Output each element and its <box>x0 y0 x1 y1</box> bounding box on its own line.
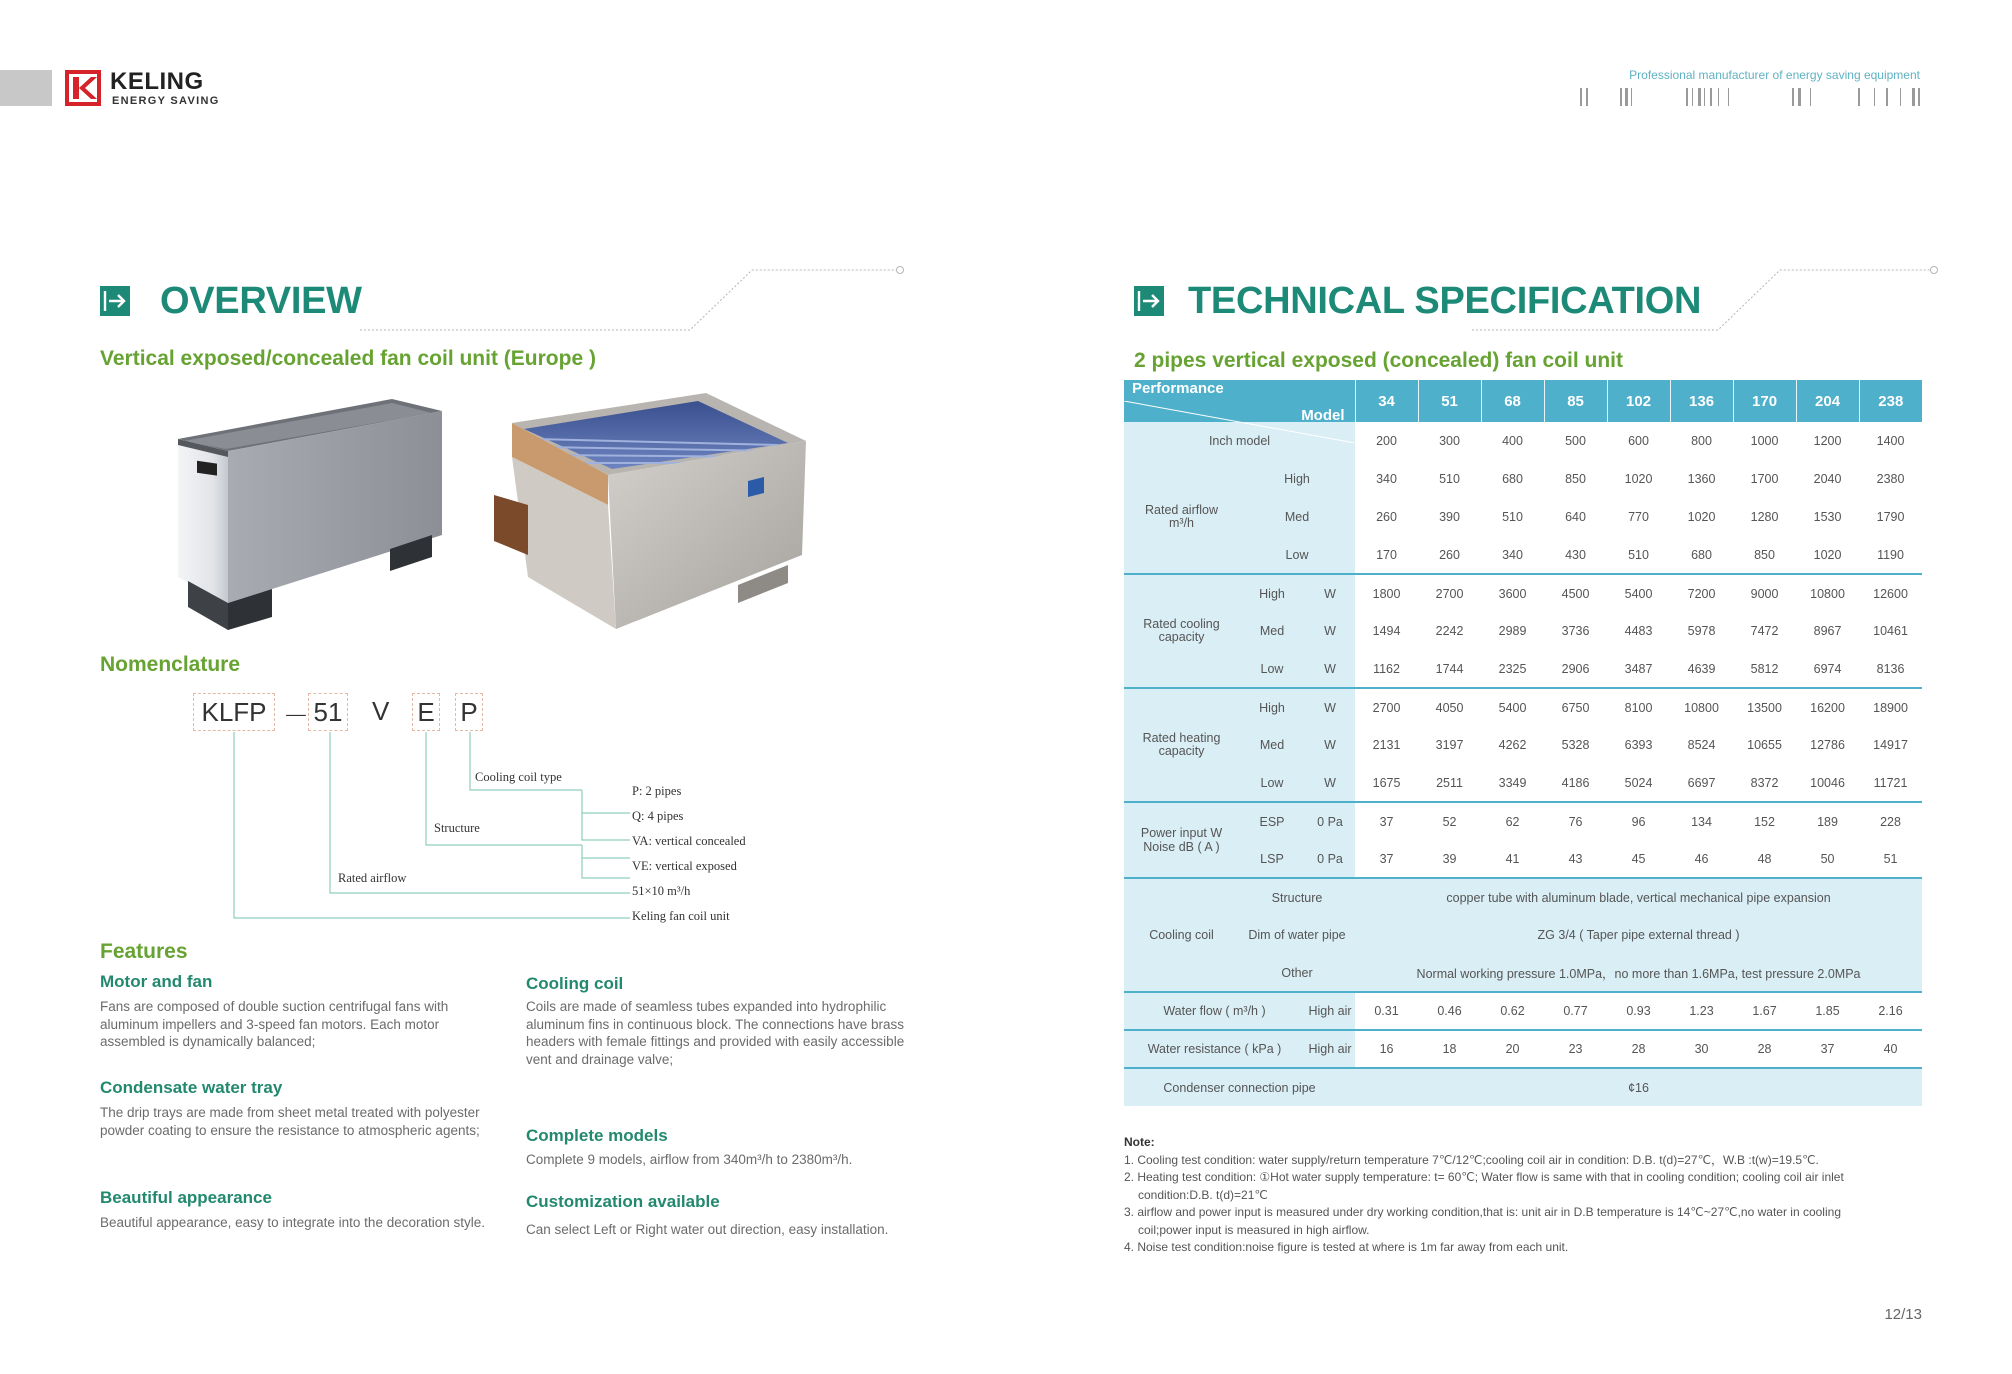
corner-model-label: Model <box>1301 407 1345 424</box>
table-cell: 300 <box>1418 422 1481 460</box>
table-cell: 0.93 <box>1607 992 1670 1030</box>
table-cell: 18 <box>1418 1030 1481 1068</box>
model-header: 238 <box>1859 380 1922 422</box>
model-header: 51 <box>1418 380 1481 422</box>
table-cell: 2989 <box>1481 612 1544 650</box>
table-cell: 1700 <box>1733 460 1796 498</box>
table-cell: 12600 <box>1859 574 1922 612</box>
table-row <box>1124 612 1922 650</box>
table-cell: 11721 <box>1859 764 1922 802</box>
table-cell: 500 <box>1544 422 1607 460</box>
meaning-keling: Keling fan coil unit <box>632 909 730 923</box>
table-cell: 340 <box>1355 460 1418 498</box>
table-cell: 48 <box>1733 840 1796 878</box>
tech-subtitle: 2 pipes vertical exposed (concealed) fan coil unit <box>1134 349 1623 372</box>
table-cell: 2380 <box>1859 460 1922 498</box>
table-cell: 228 <box>1859 802 1922 840</box>
label-structure: Structure <box>434 821 480 835</box>
note-item: coil;power input is measured in high airflow. <box>1138 1222 1370 1237</box>
note-item: 2. Heating test condition: ①Hot water supply temperature: t= 60℃; Water flow is same with that in cooling condition; cooling coil air inlet <box>1124 1170 1844 1184</box>
notes-title: Note: <box>1124 1135 1155 1149</box>
note-item: 3. airflow and power input is measured under dry working condition,that is: unit air in D.B temperature is 14℃~27℃,no water in cooling <box>1124 1205 1841 1219</box>
table-cell: 10046 <box>1796 764 1859 802</box>
model-header: 68 <box>1481 380 1544 422</box>
arrow-box-icon <box>100 286 130 316</box>
label-cooling-coil-type: Cooling coil type <box>475 770 562 784</box>
table-cell: 37 <box>1796 1030 1859 1068</box>
table-cell: 260 <box>1418 536 1481 574</box>
coil-structure-value: copper tube with aluminum blade, vertical mechanical pipe expansion <box>1355 878 1922 916</box>
table-cell: 152 <box>1733 802 1796 840</box>
table-cell: 5328 <box>1544 726 1607 764</box>
table-cell: 5400 <box>1607 574 1670 612</box>
table-cell: 6697 <box>1670 764 1733 802</box>
code-airflow-box: 51 <box>308 693 348 731</box>
level-label: Low <box>1239 650 1305 688</box>
table-cell: 2131 <box>1355 726 1418 764</box>
header-row <box>1124 380 1922 422</box>
note-item: condition:D.B. t(d)=21℃ <box>1138 1187 1268 1202</box>
sub-label: High air <box>1305 1030 1355 1068</box>
model-header: 136 <box>1670 380 1733 422</box>
table-row <box>1124 802 1922 840</box>
table-cell: 189 <box>1796 802 1859 840</box>
table-cell: 96 <box>1607 802 1670 840</box>
table-cell: 16200 <box>1796 688 1859 726</box>
brand-name: KELING <box>110 68 204 95</box>
table-cell: 1000 <box>1733 422 1796 460</box>
table-cell: 13500 <box>1733 688 1796 726</box>
table-cell: 0.62 <box>1481 992 1544 1030</box>
code-v: V <box>372 696 390 726</box>
model-header: 204 <box>1796 380 1859 422</box>
table-cell: 12786 <box>1796 726 1859 764</box>
table-row <box>1124 536 1922 574</box>
table-cell: 9000 <box>1733 574 1796 612</box>
corner-cell <box>1124 380 1355 422</box>
table-cell: 4483 <box>1607 612 1670 650</box>
table-cell: 2511 <box>1418 764 1481 802</box>
table-cell: 1.67 <box>1733 992 1796 1030</box>
row-label-water-flow: Water flow ( m³/h ) <box>1124 992 1305 1030</box>
table-cell: 5812 <box>1733 650 1796 688</box>
feature-text-models: Complete 9 models, airflow from 340m³/h to 2380m³/h. <box>526 1152 853 1167</box>
table-cell: 260 <box>1355 498 1418 536</box>
table-cell: 37 <box>1355 840 1418 878</box>
table-row <box>1124 954 1922 992</box>
corner-performance-label: Performance <box>1132 380 1224 397</box>
table-cell: 28 <box>1607 1030 1670 1068</box>
table-cell: 3349 <box>1481 764 1544 802</box>
brand-subtitle: ENERGY SAVING <box>112 95 220 107</box>
feature-heading-condensate: Condensate water tray <box>100 1078 283 1097</box>
feature-text-motor: Fans are composed of double suction centrifugal fans with aluminum impellers and 3-speed fan motors. Each motor assembled is dynamically balanced; <box>100 999 449 1049</box>
notes-block <box>1124 1134 1924 1257</box>
table-row <box>1124 726 1922 764</box>
table-cell: 3197 <box>1418 726 1481 764</box>
header-grey-strip <box>0 70 52 106</box>
table-cell: 8524 <box>1670 726 1733 764</box>
table-cell: 43 <box>1544 840 1607 878</box>
table-cell: 4050 <box>1418 688 1481 726</box>
table-cell: 1020 <box>1670 498 1733 536</box>
note-item: 1. Cooling test condition: water supply/return temperature 7℃/12℃;cooling coil air in condition: D.B. t(d)=27℃，W.B :t(w)=19.5℃. <box>1124 1152 1819 1167</box>
table-cell: 680 <box>1481 460 1544 498</box>
table-cell: 850 <box>1544 460 1607 498</box>
table-cell: 3736 <box>1544 612 1607 650</box>
unit-label: 0 Pa <box>1305 802 1355 840</box>
unit-label: W <box>1305 612 1355 650</box>
table-cell: 2.16 <box>1859 992 1922 1030</box>
feature-heading-cooling-coil: Cooling coil <box>526 974 624 993</box>
table-cell: 6974 <box>1796 650 1859 688</box>
feature-heading-motor: Motor and fan <box>100 972 213 991</box>
table-cell: 51 <box>1859 840 1922 878</box>
table-cell: 2325 <box>1481 650 1544 688</box>
table-cell: 600 <box>1607 422 1670 460</box>
table-cell: 200 <box>1355 422 1418 460</box>
table-cell: 4639 <box>1670 650 1733 688</box>
exposed-fan-coil-unit-image <box>170 385 450 635</box>
table-cell: 16 <box>1355 1030 1418 1068</box>
table-cell: 5978 <box>1670 612 1733 650</box>
table-cell: 1190 <box>1859 536 1922 574</box>
table-cell: 1.23 <box>1670 992 1733 1030</box>
coil-sub-label: Structure <box>1239 878 1355 916</box>
table-cell: 4262 <box>1481 726 1544 764</box>
table-cell: 10800 <box>1796 574 1859 612</box>
row-label-cooling-coil: Cooling coil <box>1124 878 1239 992</box>
table-cell: 45 <box>1607 840 1670 878</box>
table-cell: 1494 <box>1355 612 1418 650</box>
table-cell: 14917 <box>1859 726 1922 764</box>
code-p-box: P <box>455 693 483 731</box>
table-cell: 2906 <box>1544 650 1607 688</box>
level-label: Low <box>1239 764 1305 802</box>
table-cell: 770 <box>1607 498 1670 536</box>
level-label: LSP <box>1239 840 1305 878</box>
table-cell: 76 <box>1544 802 1607 840</box>
level-label: High <box>1239 460 1355 498</box>
table-cell: 2700 <box>1418 574 1481 612</box>
table-cell: 1790 <box>1859 498 1922 536</box>
table-cell: 28 <box>1733 1030 1796 1068</box>
table-cell: 8136 <box>1859 650 1922 688</box>
table-cell: 170 <box>1355 536 1418 574</box>
table-cell: 0.46 <box>1418 992 1481 1030</box>
table-cell: 1020 <box>1796 536 1859 574</box>
table-cell: 1020 <box>1607 460 1670 498</box>
meaning-ve: VE: vertical exposed <box>632 859 737 873</box>
feature-text-condensate: The drip trays are made from sheet metal treated with polyester powder coating to ensure the resistance to atmospheric agents; <box>100 1105 480 1138</box>
table-row <box>1124 764 1922 802</box>
table-cell: 50 <box>1796 840 1859 878</box>
table-row <box>1124 1068 1922 1106</box>
table-row <box>1124 688 1922 726</box>
table-cell: 680 <box>1670 536 1733 574</box>
table-cell: 41 <box>1481 840 1544 878</box>
table-cell: 62 <box>1481 802 1544 840</box>
table-cell: 20 <box>1481 1030 1544 1068</box>
row-label-rated-airflow: Rated airflow m³/h <box>1124 460 1239 574</box>
table-cell: 10461 <box>1859 612 1922 650</box>
table-cell: 0.31 <box>1355 992 1418 1030</box>
table-cell: 640 <box>1544 498 1607 536</box>
table-cell: 18900 <box>1859 688 1922 726</box>
table-cell: 5024 <box>1607 764 1670 802</box>
level-label: High <box>1239 688 1305 726</box>
model-header: 170 <box>1733 380 1796 422</box>
unit-label: W <box>1305 650 1355 688</box>
level-label: Low <box>1239 536 1355 574</box>
table-cell: 1200 <box>1796 422 1859 460</box>
coil-sub-label: Dim of water pipe <box>1239 916 1355 954</box>
feature-heading-appearance: Beautiful appearance <box>100 1188 272 1207</box>
nomenclature-title: Nomenclature <box>100 653 241 676</box>
table-cell: 1400 <box>1859 422 1922 460</box>
table-cell: 1360 <box>1670 460 1733 498</box>
table-cell: 3600 <box>1481 574 1544 612</box>
condenser-value: ¢16 <box>1355 1068 1922 1106</box>
nomenclature-connector-lines <box>230 730 630 920</box>
table-cell: 8967 <box>1796 612 1859 650</box>
keling-logo-icon <box>65 70 101 106</box>
level-label: High <box>1239 574 1305 612</box>
table-row <box>1124 1030 1922 1068</box>
table-cell: 1.85 <box>1796 992 1859 1030</box>
unit-label: W <box>1305 764 1355 802</box>
decorative-line <box>1472 266 1942 336</box>
features-title: Features <box>100 940 188 963</box>
overview-title: OVERVIEW <box>160 280 362 322</box>
table-cell: 8100 <box>1607 688 1670 726</box>
table-cell: 52 <box>1418 802 1481 840</box>
feature-text-customization: Can select Left or Right water out direction, easy installation. <box>526 1222 889 1237</box>
table-cell: 1530 <box>1796 498 1859 536</box>
table-cell: 400 <box>1481 422 1544 460</box>
tagline: Professional manufacturer of energy saving equipment <box>1629 68 1920 82</box>
table-cell: 510 <box>1418 460 1481 498</box>
table-cell: 1280 <box>1733 498 1796 536</box>
arrow-box-icon <box>1134 286 1164 316</box>
table-cell: 390 <box>1418 498 1481 536</box>
level-label: Med <box>1239 498 1355 536</box>
table-row <box>1124 498 1922 536</box>
meaning-p: P: 2 pipes <box>632 784 682 798</box>
model-header: 102 <box>1607 380 1670 422</box>
coil-sub-label: Other <box>1239 954 1355 992</box>
table-cell: 39 <box>1418 840 1481 878</box>
table-cell: 7200 <box>1670 574 1733 612</box>
code-prefix-box: KLFP <box>193 693 275 731</box>
row-label-rated-heating: Rated heating capacity <box>1124 688 1239 802</box>
table-cell: 1675 <box>1355 764 1418 802</box>
table-cell: 7472 <box>1733 612 1796 650</box>
level-label: Med <box>1239 612 1305 650</box>
table-row <box>1124 916 1922 954</box>
barcode-decoration <box>1580 88 1920 106</box>
feature-heading-customization: Customization available <box>526 1192 720 1211</box>
table-cell: 4500 <box>1544 574 1607 612</box>
table-cell: 430 <box>1544 536 1607 574</box>
coil-other-value: Normal working pressure 1.0MPa，no more than 1.6MPa, test pressure 2.0MPa <box>1355 954 1922 992</box>
table-cell: 510 <box>1607 536 1670 574</box>
table-row <box>1124 460 1922 498</box>
table-row <box>1124 840 1922 878</box>
table-cell: 1744 <box>1418 650 1481 688</box>
table-row <box>1124 992 1922 1030</box>
table-cell: 2040 <box>1796 460 1859 498</box>
feature-heading-models: Complete models <box>526 1126 668 1145</box>
model-header: 85 <box>1544 380 1607 422</box>
sub-label: High air <box>1305 992 1355 1030</box>
table-cell: 40 <box>1859 1030 1922 1068</box>
row-label-condenser: Condenser connection pipe <box>1124 1068 1355 1106</box>
overview-subtitle: Vertical exposed/concealed fan coil unit (Europe ) <box>100 347 596 370</box>
meaning-q: Q: 4 pipes <box>632 809 684 823</box>
level-label: Med <box>1239 726 1305 764</box>
row-label-inch-model: Inch model <box>1124 422 1355 460</box>
table-cell: 3487 <box>1607 650 1670 688</box>
table-cell: 23 <box>1544 1030 1607 1068</box>
concealed-fan-coil-unit-image <box>488 385 808 635</box>
table-row <box>1124 574 1922 612</box>
table-cell: 1800 <box>1355 574 1418 612</box>
unit-label: W <box>1305 726 1355 764</box>
feature-text-appearance: Beautiful appearance, easy to integrate into the decoration style. <box>100 1215 486 1230</box>
table-cell: 800 <box>1670 422 1733 460</box>
row-label-power-noise: Power input W Noise dB ( A ) <box>1124 802 1239 878</box>
table-cell: 2700 <box>1355 688 1418 726</box>
table-row <box>1124 650 1922 688</box>
table-cell: 8372 <box>1733 764 1796 802</box>
unit-label: W <box>1305 574 1355 612</box>
coil-pipe-value: ZG 3/4 ( Taper pipe external thread ) <box>1355 916 1922 954</box>
level-label: ESP <box>1239 802 1305 840</box>
model-header: 34 <box>1355 380 1418 422</box>
table-row <box>1124 878 1922 916</box>
unit-label: W <box>1305 688 1355 726</box>
table-cell: 340 <box>1481 536 1544 574</box>
row-label-rated-cooling: Rated cooling capacity <box>1124 574 1239 688</box>
table-cell: 30 <box>1670 1030 1733 1068</box>
page-number: 12/13 <box>1884 1306 1922 1323</box>
note-item: 4. Noise test condition:noise figure is tested at where is 1m far away from each unit. <box>1124 1240 1569 1254</box>
table-cell: 10800 <box>1670 688 1733 726</box>
table-cell: 134 <box>1670 802 1733 840</box>
table-cell: 46 <box>1670 840 1733 878</box>
code-e-box: E <box>412 693 440 731</box>
table-cell: 5400 <box>1481 688 1544 726</box>
table-cell: 6750 <box>1544 688 1607 726</box>
table-cell: 6393 <box>1607 726 1670 764</box>
code-dash: － <box>283 701 310 731</box>
decorative-line <box>360 266 905 336</box>
feature-text-cooling-coil: Coils are made of seamless tubes expanded into hydrophilic aluminum fins in continuous block. The connections have brass headers with female fittings and provided with easily accessible vent and drainage valve; <box>526 999 905 1067</box>
table-cell: 37 <box>1355 802 1418 840</box>
table-cell: 0.77 <box>1544 992 1607 1030</box>
table-cell: 4186 <box>1544 764 1607 802</box>
spec-table <box>1124 380 1922 1106</box>
label-rated-airflow: Rated airflow <box>338 871 407 885</box>
table-cell: 10655 <box>1733 726 1796 764</box>
table-cell: 1162 <box>1355 650 1418 688</box>
tech-title: TECHNICAL SPECIFICATION <box>1188 280 1702 322</box>
row-label-water-resistance: Water resistance ( kPa ) <box>1124 1030 1305 1068</box>
unit-label: 0 Pa <box>1305 840 1355 878</box>
meaning-va: VA: vertical concealed <box>632 834 746 848</box>
table-cell: 510 <box>1481 498 1544 536</box>
table-cell: 2242 <box>1418 612 1481 650</box>
meaning-airflow: 51×10 m³/h <box>632 884 691 898</box>
table-cell: 850 <box>1733 536 1796 574</box>
